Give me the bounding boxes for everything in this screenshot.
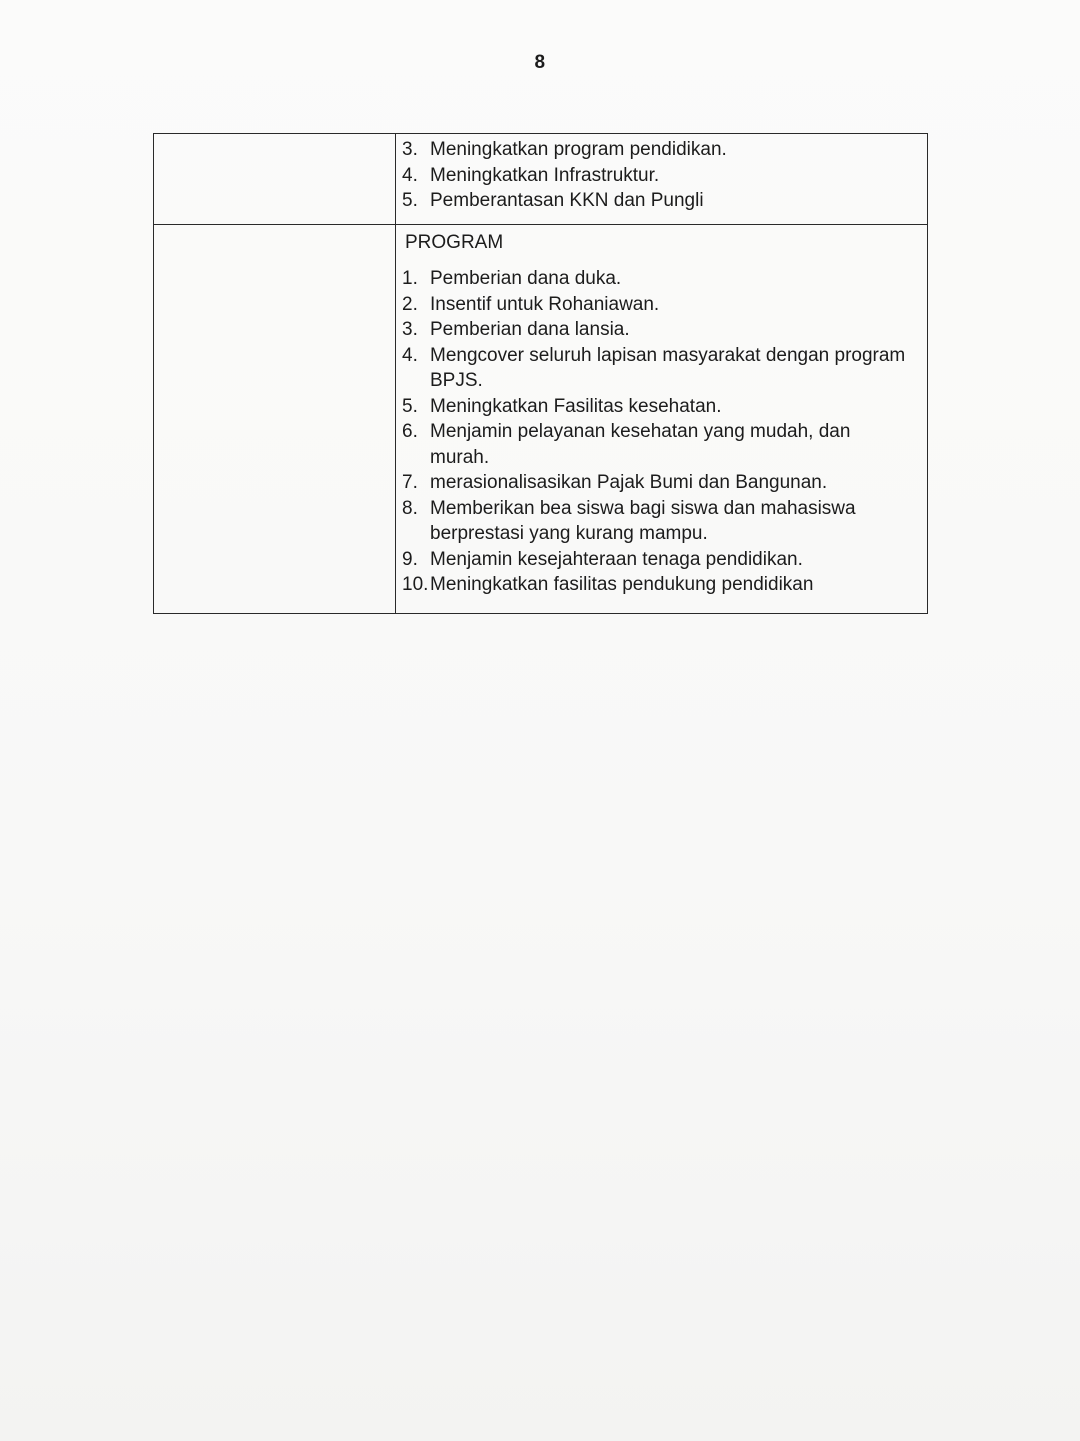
list-item: 4. Mengcover seluruh lapisan masyarakat dengan program BPJS.	[402, 344, 906, 391]
list-item: 10. Meningkatkan fasilitas pendukung pendidikan	[402, 574, 814, 595]
list-item: 9. Menjamin kesejahteraan tenaga pendidikan.	[402, 548, 803, 570]
program-list	[396, 266, 927, 598]
table-cell-left	[154, 225, 396, 614]
list-item: 5. Meningkatkan Fasilitas kesehatan.	[402, 395, 722, 417]
table-cell-left	[154, 134, 396, 225]
program-table	[153, 133, 928, 614]
table-cell-right	[396, 225, 928, 614]
table-cell-right	[396, 134, 928, 225]
list-item: 7. merasionalisasikan Pajak Bumi dan Bangunan.	[402, 472, 828, 493]
list-item: 1. Pemberian dana duka.	[402, 268, 622, 289]
mission-list	[396, 134, 927, 214]
list-item: 2. Insentif untuk Rohaniawan.	[402, 293, 660, 315]
list-item: 5. Pemberantasan KKN dan Pungli	[402, 190, 704, 211]
list-item: 8. Memberikan bea siswa bagi siswa dan mahasiswa berprestasi yang kurang mampu.	[402, 497, 856, 544]
list-item: 6. Menjamin pelayanan kesehatan yang mudah, dan murah.	[402, 421, 851, 468]
page-number: 8	[534, 52, 546, 73]
table-row	[154, 134, 928, 225]
list-item: 4. Meningkatkan Infrastruktur.	[402, 164, 660, 186]
list-item: 3. Pemberian dana lansia.	[402, 319, 630, 340]
list-item: 3. Meningkatkan program pendidikan.	[402, 139, 727, 160]
table-row	[154, 225, 928, 614]
section-title: PROGRAM	[405, 232, 504, 253]
